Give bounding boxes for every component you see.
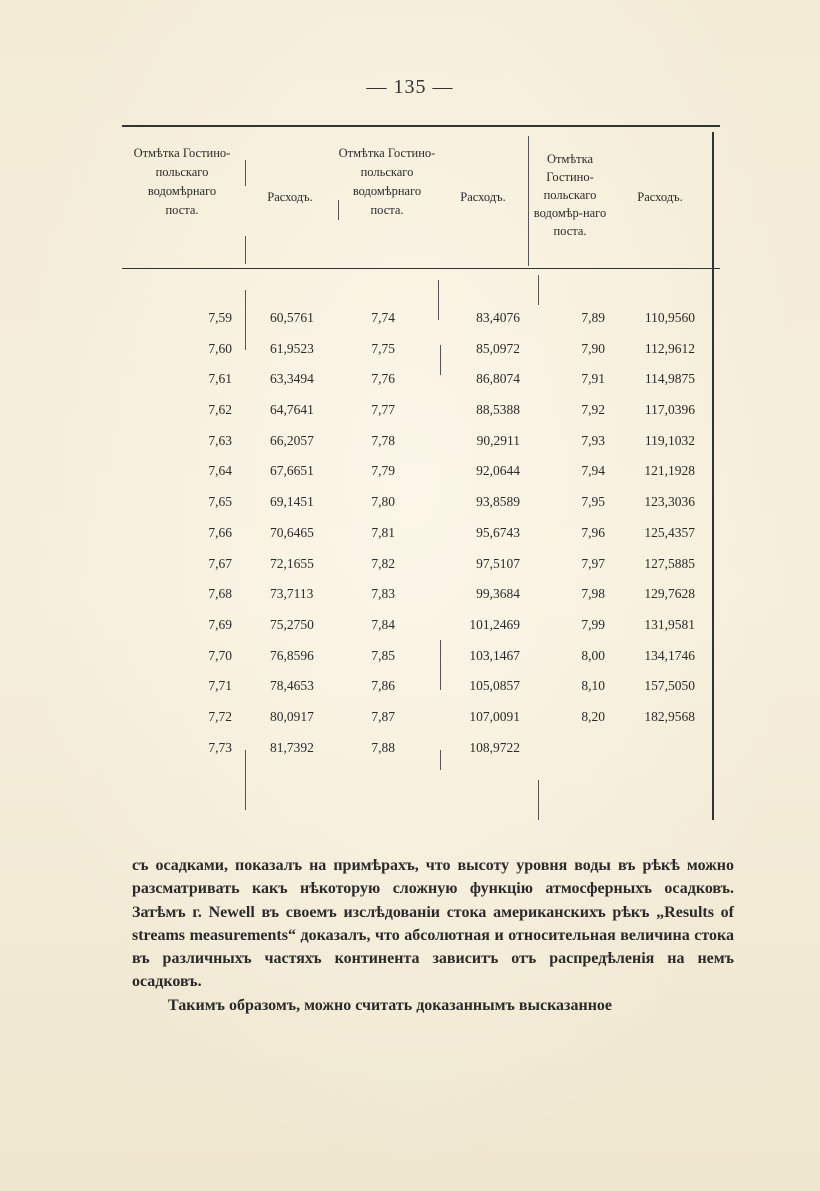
gauge-mark-1: 7,70 xyxy=(208,647,232,663)
discharge-1: 61,9523 xyxy=(270,340,314,356)
discharge-1: 64,7641 xyxy=(270,402,314,418)
gauge-mark-3: 7,97 xyxy=(581,555,605,571)
table-row xyxy=(0,556,820,587)
table-row xyxy=(0,678,820,709)
column-header-discharge-2: Расходъ. xyxy=(460,190,506,204)
discharge-2: 93,8589 xyxy=(476,494,520,510)
table-row xyxy=(0,617,820,648)
paragraph: Такимъ образомъ, можно считать доказаннымъ высказанное xyxy=(168,996,613,1014)
discharge-2: 88,5388 xyxy=(476,402,520,418)
gauge-mark-1: 7,73 xyxy=(208,739,232,755)
gauge-mark-3: 7,92 xyxy=(581,402,605,418)
gauge-mark-2: 7,78 xyxy=(371,432,395,448)
gauge-mark-1: 7,62 xyxy=(208,402,232,418)
gauge-mark-3: 7,98 xyxy=(581,586,605,602)
discharge-2: 101,2469 xyxy=(469,616,520,632)
gauge-mark-1: 7,68 xyxy=(208,586,232,602)
table-row xyxy=(0,586,820,617)
discharge-1: 70,6465 xyxy=(270,524,314,540)
gauge-mark-1: 7,61 xyxy=(208,371,232,387)
discharge-2: 83,4076 xyxy=(476,310,520,325)
discharge-1: 73,7113 xyxy=(270,586,314,602)
table-row xyxy=(0,709,820,740)
gauge-mark-2: 7,81 xyxy=(371,524,395,540)
discharge-2: 92,0644 xyxy=(476,463,520,479)
gauge-mark-3: 7,94 xyxy=(581,463,605,479)
gauge-mark-2: 7,80 xyxy=(371,494,395,510)
table-row xyxy=(0,341,820,372)
column-header-gauge-2: Отмѣтка Гостино-польскаго водомѣрнаго поста. xyxy=(338,146,436,217)
gauge-mark-2: 7,84 xyxy=(371,616,395,632)
discharge-3: 127,5885 xyxy=(644,555,695,571)
gauge-mark-3: 7,96 xyxy=(581,524,605,540)
gauge-mark-1: 7,71 xyxy=(208,678,232,694)
gauge-mark-3: 7,93 xyxy=(581,432,605,448)
gauge-mark-1: 7,59 xyxy=(208,310,232,325)
gauge-mark-1: 7,67 xyxy=(208,555,232,571)
column-divider xyxy=(338,200,339,220)
table-header-rule xyxy=(122,268,720,269)
discharge-1: 63,3494 xyxy=(270,371,314,387)
table-row xyxy=(0,494,820,525)
discharge-1: 72,1655 xyxy=(270,555,314,571)
discharge-3: 119,1032 xyxy=(644,432,695,448)
gauge-mark-2: 7,87 xyxy=(371,708,395,724)
gauge-mark-2: 7,77 xyxy=(371,402,395,418)
discharge-1: 76,8596 xyxy=(270,647,314,663)
gauge-mark-3: 7,89 xyxy=(581,310,605,325)
table-row xyxy=(0,648,820,679)
column-header-gauge-1: Отмѣтка Гостино-польскаго водомѣрнаго поста. xyxy=(133,146,231,217)
discharge-3: 157,5050 xyxy=(644,678,695,694)
gauge-mark-2: 7,85 xyxy=(371,647,395,663)
column-header-gauge-3: Отмѣтка Гостино-польскаго водомѣр-наго поста. xyxy=(533,152,607,238)
discharge-3: 123,3036 xyxy=(644,494,695,510)
discharge-2: 95,6743 xyxy=(476,524,520,540)
gauge-mark-2: 7,74 xyxy=(371,310,395,325)
discharge-2: 90,2911 xyxy=(476,432,520,448)
table-row xyxy=(0,525,820,556)
gauge-mark-3: 8,20 xyxy=(581,708,605,724)
discharge-2: 86,8074 xyxy=(476,371,520,387)
column-divider xyxy=(528,136,529,266)
table-row xyxy=(0,371,820,402)
discharge-2: 85,0972 xyxy=(476,340,520,356)
discharge-2: 99,3684 xyxy=(476,586,520,602)
discharge-1: 60,5761 xyxy=(270,310,314,325)
discharge-1: 66,2057 xyxy=(270,432,314,448)
paragraph: съ осадками, показалъ на примѣрахъ, что высоту уровня воды въ рѣкѣ можно разсматривать какъ нѣкоторую сложную функцію атмосферныхъ осадковъ. Затѣмъ г. Newell въ своемъ изслѣдованіи стока американскихъ рѣкъ „Results of streams measurements“ доказалъ, что абсолютная и относительная величина стока въ различныхъ частяхъ континента зависитъ отъ распредѣленія на немъ осадковъ. xyxy=(132,857,734,991)
discharge-3: 110,9560 xyxy=(644,310,695,325)
gauge-mark-1: 7,69 xyxy=(208,616,232,632)
discharge-2: 105,0857 xyxy=(469,678,520,694)
gauge-mark-3: 7,90 xyxy=(581,340,605,356)
discharge-1: 69,1451 xyxy=(270,494,314,510)
column-divider xyxy=(538,780,539,820)
column-header-discharge-3: Расходъ. xyxy=(637,190,683,204)
discharge-3: 114,9875 xyxy=(644,371,695,387)
gauge-mark-3: 7,91 xyxy=(581,371,605,387)
discharge-1: 80,0917 xyxy=(270,708,314,724)
table-row xyxy=(0,740,820,771)
gauge-mark-2: 7,82 xyxy=(371,555,395,571)
gauge-mark-2: 7,75 xyxy=(371,340,395,356)
gauge-mark-1: 7,65 xyxy=(208,494,232,510)
body-text xyxy=(132,854,734,1017)
discharge-3: 129,7628 xyxy=(644,586,695,602)
discharge-2: 108,9722 xyxy=(469,739,520,755)
gauge-mark-3: 7,99 xyxy=(581,616,605,632)
table-row xyxy=(0,433,820,464)
discharge-3: 117,0396 xyxy=(644,402,695,418)
discharge-2: 103,1467 xyxy=(469,647,520,663)
table-row xyxy=(0,402,820,433)
discharge-table-body xyxy=(0,310,820,770)
gauge-mark-1: 7,60 xyxy=(208,340,232,356)
gauge-mark-2: 7,76 xyxy=(371,371,395,387)
column-header-discharge-1: Расходъ. xyxy=(267,190,313,204)
discharge-2: 97,5107 xyxy=(476,555,520,571)
discharge-3: 125,4357 xyxy=(644,524,695,540)
discharge-1: 78,4653 xyxy=(270,678,314,694)
gauge-mark-2: 7,86 xyxy=(371,678,395,694)
discharge-1: 81,7392 xyxy=(270,739,314,755)
column-divider xyxy=(245,236,246,264)
discharge-3: 182,9568 xyxy=(644,708,695,724)
discharge-1: 67,6651 xyxy=(270,463,314,479)
gauge-mark-2: 7,83 xyxy=(371,586,395,602)
discharge-3: 131,9581 xyxy=(644,616,695,632)
table-top-rule xyxy=(122,125,720,127)
discharge-3: 112,9612 xyxy=(644,340,695,356)
column-divider xyxy=(538,275,539,305)
gauge-mark-1: 7,63 xyxy=(208,432,232,448)
column-divider xyxy=(245,160,246,186)
discharge-3: 121,1928 xyxy=(644,463,695,479)
discharge-2: 107,0091 xyxy=(469,708,520,724)
page-number: — 135 — xyxy=(366,76,454,98)
gauge-mark-3: 8,10 xyxy=(581,678,605,694)
table-row xyxy=(0,463,820,494)
gauge-mark-3: 7,95 xyxy=(581,494,605,510)
gauge-mark-2: 7,88 xyxy=(371,739,395,755)
gauge-mark-1: 7,66 xyxy=(208,524,232,540)
discharge-3: 134,1746 xyxy=(644,647,695,663)
gauge-mark-1: 7,64 xyxy=(208,463,232,479)
discharge-1: 75,2750 xyxy=(270,616,314,632)
gauge-mark-2: 7,79 xyxy=(371,463,395,479)
gauge-mark-1: 7,72 xyxy=(208,708,232,724)
gauge-mark-3: 8,00 xyxy=(581,647,605,663)
table-row xyxy=(0,310,820,341)
